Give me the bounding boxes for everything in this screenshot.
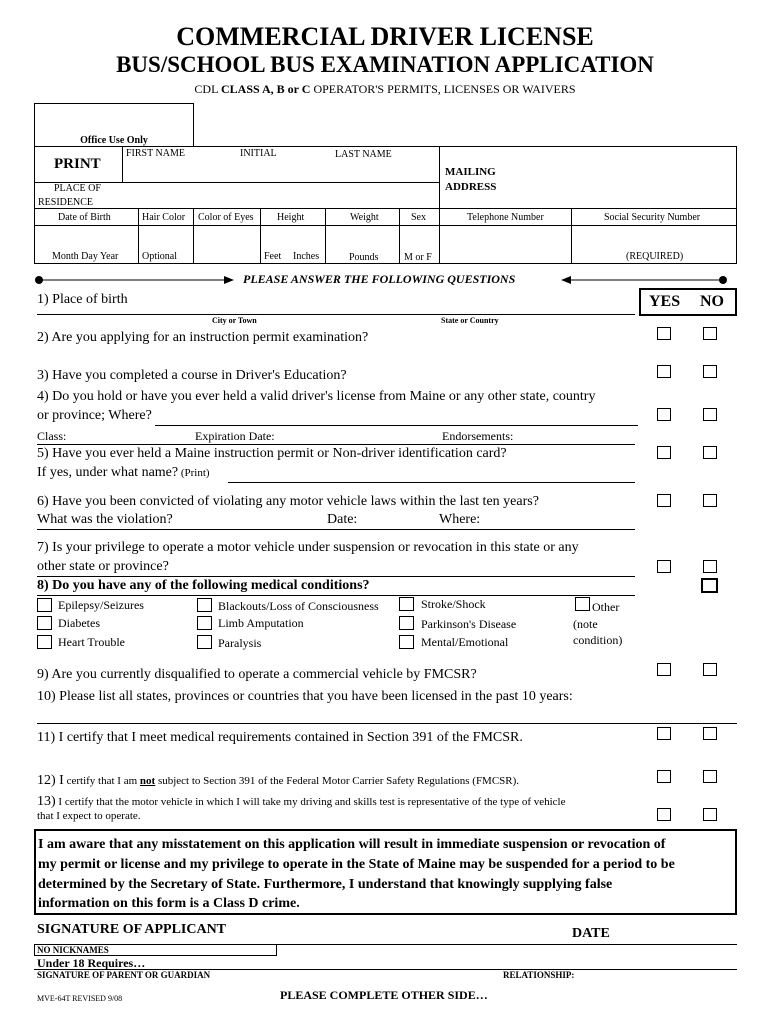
question-13-line-1 [37, 792, 566, 810]
feet-label: Feet [264, 251, 282, 262]
question-4-line-2: or province; Where? [37, 408, 152, 423]
expiration-label: Expiration Date: [195, 429, 275, 443]
question-1 [37, 292, 128, 308]
relationship-label: RELATIONSHIP: [503, 970, 575, 980]
hair-color-label: Hair Color [142, 212, 186, 223]
right-arrow-icon [561, 275, 729, 285]
other-condition-checkbox[interactable] [575, 597, 590, 611]
question-7-line-1 [37, 540, 579, 556]
q8-checkbox[interactable] [701, 578, 718, 593]
mailing-address-field[interactable] [500, 150, 734, 205]
inches-label: Inches [293, 251, 320, 262]
q1-number: 1) [37, 292, 49, 307]
q5-text-b: If yes, under what name? [37, 465, 179, 480]
q6-no-checkbox[interactable] [703, 494, 717, 507]
q12-text-b: subject to Section 391 of the Federal Motor Carrier Safety Regulations (FMCSR). [155, 775, 520, 787]
diabetes-checkbox[interactable] [37, 616, 52, 630]
month-day-year-label: Month Day Year [52, 251, 119, 262]
q4-no-checkbox[interactable] [703, 408, 717, 421]
q12-not: not [139, 775, 156, 787]
date-label: DATE [572, 926, 610, 941]
question-10 [37, 689, 573, 705]
heart-trouble-checkbox[interactable] [37, 635, 52, 649]
no-nicknames-label: NO NICKNAMES [37, 945, 109, 955]
q4-where-field[interactable] [160, 409, 638, 424]
q1-text: Place of birth [48, 292, 128, 307]
question-5-line-2 [37, 465, 210, 481]
question-8: 8) Do you have any of the following medical conditions? [37, 578, 370, 593]
q7-text-a: Is your privilege to operate a motor vehicle under suspension or revocation in this state or any [48, 540, 579, 555]
q11-text: I certify that I meet medical requirements contained in Section 391 of the FMCSR. [55, 730, 523, 745]
parent-signature-field[interactable] [240, 956, 500, 970]
ssn-label: Social Security Number [604, 212, 701, 223]
weight-label: Weight [350, 212, 379, 223]
q5-name-field[interactable] [230, 466, 635, 481]
q9-number: 9) [37, 667, 49, 682]
warning-line-4: information on this form is a Class D crime. [38, 896, 300, 911]
last-name-label: LAST NAME [335, 149, 392, 160]
q7-no-checkbox[interactable] [703, 560, 717, 573]
form-class-line [0, 82, 770, 97]
q12-text-a: certify that I am [63, 775, 140, 787]
epilepsy-label: Epilepsy/Seizures [58, 598, 144, 612]
question-6-line-1 [37, 494, 539, 510]
other-label: Other [592, 600, 620, 614]
q13-text-a: I certify that the motor vehicle in which I will take my driving and skills test is representative of the type of vehicle [55, 796, 566, 808]
warning-line-3: determined by the Secretary of State. Furthermore, I understand that knowingly supplying false [38, 877, 613, 892]
q13-no-checkbox[interactable] [703, 808, 717, 821]
epilepsy-checkbox[interactable] [37, 598, 52, 612]
warning-line-1: I am aware that any misstatement on this application will result in immediate suspension or revocation of [38, 837, 666, 852]
eye-color-label: Color of Eyes [198, 212, 254, 223]
left-arrow-icon [34, 275, 234, 285]
q2-yes-checkbox[interactable] [657, 327, 671, 340]
pounds-label: Pounds [349, 252, 379, 263]
parkinsons-label: Parkinson's Disease [421, 617, 517, 631]
parent-signature-label: SIGNATURE OF PARENT OR GUARDIAN [37, 970, 211, 980]
q6-yes-checkbox[interactable] [657, 494, 671, 507]
warning-line-2: my permit or license and my privilege to operate in the State of Maine may be suspended for a period to be [38, 857, 675, 872]
residence-label: RESIDENCE [38, 197, 93, 208]
q10-number: 10) [37, 689, 56, 704]
condition-label: condition) [573, 633, 623, 647]
q7-yes-checkbox[interactable] [657, 560, 671, 573]
q3-text: Have you completed a course in Driver's Education? [48, 368, 347, 383]
dob-label: Date of Birth [58, 212, 111, 223]
blackouts-label: Blackouts/Loss of Consciousness [218, 599, 379, 613]
q11-number: 11) [37, 730, 56, 745]
form-id: MVE-64T REVISED 9/08 [37, 994, 123, 1003]
question-4-line-1 [37, 389, 595, 405]
q6-violation-label: What was the violation? [37, 512, 173, 527]
q6-text-a: Have you been convicted of violating any motor vehicle laws within the last ten years? [48, 494, 539, 509]
mailing-label: MAILING [445, 166, 496, 178]
q5-print-note: (Print) [178, 467, 210, 479]
q9-no-checkbox[interactable] [703, 663, 717, 676]
q5-number: 5) [37, 446, 49, 461]
paralysis-checkbox[interactable] [197, 635, 212, 649]
mental-label: Mental/Emotional [421, 635, 509, 649]
paralysis-label: Paralysis [218, 636, 262, 650]
relationship-field[interactable] [590, 956, 735, 970]
q2-no-checkbox[interactable] [703, 327, 717, 340]
sex-label: Sex [411, 212, 426, 223]
stroke-label: Stroke/Shock [421, 597, 486, 611]
question-13-line-2: that I expect to operate. [37, 810, 141, 822]
question-7-line-2: other state or province? [37, 559, 169, 574]
q6-where-field[interactable] [488, 513, 635, 528]
form-title: COMMERCIAL DRIVER LICENSE [176, 22, 594, 51]
eye-color-field[interactable] [195, 228, 258, 248]
q11-no-checkbox[interactable] [703, 727, 717, 740]
q9-text: Are you currently disqualified to operate a commercial vehicle by FMCSR? [48, 667, 477, 682]
question-11 [37, 730, 523, 746]
q6-number: 6) [37, 494, 49, 509]
required-label: (REQUIRED) [626, 251, 684, 262]
weight-field[interactable] [327, 228, 397, 248]
dob-field[interactable] [36, 228, 136, 248]
q5-no-checkbox[interactable] [703, 446, 717, 459]
question-2 [37, 330, 368, 346]
q6-date-field[interactable] [364, 513, 434, 528]
m-or-f-label: M or F [404, 252, 432, 263]
question-9 [37, 667, 477, 683]
q4-number: 4) [37, 389, 49, 404]
office-use-label: Office Use Only [80, 135, 148, 146]
note-label: (note [573, 617, 598, 631]
q2-text: Are you applying for an instruction permit examination? [48, 330, 369, 345]
q4-yes-checkbox[interactable] [657, 408, 671, 421]
q12-yes-checkbox[interactable] [657, 770, 671, 783]
phone-field[interactable] [441, 228, 569, 248]
diabetes-label: Diabetes [58, 616, 100, 630]
q4-text-a: Do you hold or have you ever held a valid driver's license from Maine or any other state, country [48, 389, 596, 404]
first-name-label: FIRST NAME [126, 148, 185, 159]
place-of-label: PLACE OF [54, 183, 101, 194]
signature-label: SIGNATURE OF APPLICANT [37, 922, 227, 937]
q3-number: 3) [37, 368, 49, 383]
q3-no-checkbox[interactable] [703, 365, 717, 378]
limb-amputation-checkbox[interactable] [197, 616, 212, 630]
stroke-checkbox[interactable] [399, 597, 414, 611]
question-5-line-1 [37, 446, 507, 462]
q5-text-a: Have you ever held a Maine instruction permit or Non-driver identification card? [48, 446, 507, 461]
class-label: Class: [37, 429, 67, 443]
q9-yes-checkbox[interactable] [657, 663, 671, 676]
q12-no-checkbox[interactable] [703, 770, 717, 783]
hair-color-field[interactable] [140, 228, 191, 248]
q13-yes-checkbox[interactable] [657, 808, 671, 821]
form-subtitle: BUS/SCHOOL BUS EXAMINATION APPLICATION [116, 52, 654, 77]
height-label: Height [277, 212, 305, 223]
q10-text: Please list all states, provinces or countries that you have been licensed in the past 10 years: [55, 689, 573, 704]
initial-label: INITIAL [240, 148, 277, 159]
mental-checkbox[interactable] [399, 635, 414, 649]
q6-date-label: Date: [327, 512, 358, 527]
name-field[interactable] [124, 160, 436, 180]
parkinsons-checkbox[interactable] [399, 616, 414, 630]
applicant-date-field[interactable] [620, 922, 735, 942]
address-label: ADDRESS [445, 181, 497, 193]
print-label: PRINT [54, 156, 101, 172]
q10-states-field[interactable] [37, 707, 737, 722]
q7-number: 7) [37, 540, 49, 555]
no-label: NO [700, 293, 724, 310]
blackouts-checkbox[interactable] [197, 598, 212, 612]
q6-where-label: Where: [439, 512, 481, 527]
q12-i: I [55, 773, 64, 788]
class-line-prefix: CDL [194, 82, 221, 96]
sex-field[interactable] [401, 228, 437, 248]
q2-number: 2) [37, 330, 49, 345]
optional-label: Optional [142, 251, 177, 262]
question-12 [37, 771, 519, 789]
q13-number: 13) [37, 794, 56, 809]
q3-yes-checkbox[interactable] [657, 365, 671, 378]
answer-banner: PLEASE ANSWER THE FOLLOWING QUESTIONS [243, 272, 516, 286]
applicant-signature-field[interactable] [280, 922, 565, 942]
heart-trouble-label: Heart Trouble [58, 635, 125, 649]
question-3 [37, 368, 347, 384]
complete-other-side-note: PLEASE COMPLETE OTHER SIDE… [280, 988, 488, 1002]
ssn-field[interactable] [573, 228, 735, 248]
class-line-classes: CLASS A, B or C [220, 82, 311, 96]
residence-field[interactable] [124, 185, 436, 205]
yes-label: YES [649, 293, 681, 310]
city-or-town-label: City or Town [212, 316, 257, 325]
q5-yes-checkbox[interactable] [657, 446, 671, 459]
endorsements-label: Endorsements: [442, 429, 514, 443]
q11-yes-checkbox[interactable] [657, 727, 671, 740]
under-18-label: Under 18 Requires… [37, 956, 146, 970]
state-or-country-label: State or Country [441, 316, 499, 325]
phone-label: Telephone Number [467, 212, 544, 223]
class-line-suffix: OPERATOR'S PERMITS, LICENSES OR WAIVERS [310, 82, 576, 96]
q12-number: 12) [37, 773, 56, 788]
place-of-birth-field[interactable] [140, 295, 635, 313]
limb-amputation-label: Limb Amputation [218, 616, 304, 630]
q6-violation-field[interactable] [190, 513, 320, 528]
height-field[interactable] [262, 228, 323, 248]
